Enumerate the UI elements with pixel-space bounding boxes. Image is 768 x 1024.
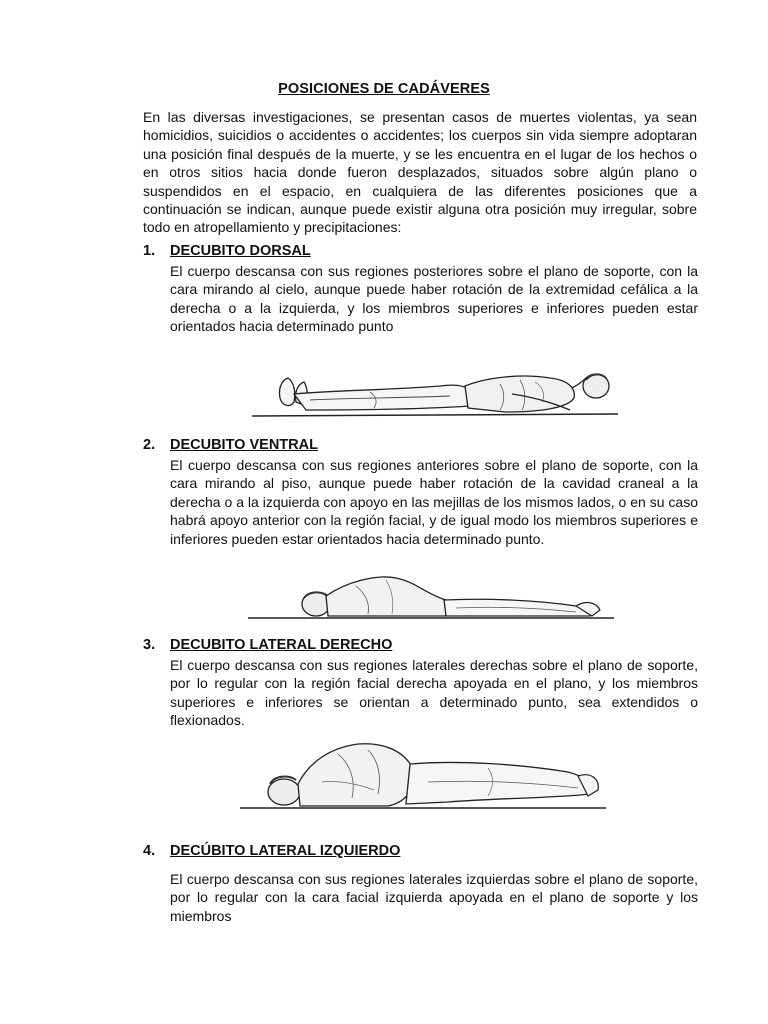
page-title: POSICIONES DE CADÁVERES <box>278 81 490 97</box>
section-title: DECÚBITO LATERAL IZQUIERDO <box>170 843 401 859</box>
right-lateral-body-illustration <box>238 724 608 816</box>
section-title: DECUBITO LATERAL DERECHO <box>170 637 393 653</box>
section-number: 3. <box>143 637 156 653</box>
section-text-decubito-ventral: El cuerpo descansa con sus regiones anteriores sobre el plano de soporte, con la cara mirando al piso, aunque puede haber rotación de la cavidad craneal a la derecha o a la izquierda con apoyo en las mejillas de los mismos lados, o en su caso habrá apoyo anterior con la región facial, y de igual modo los miembros superiores e inferiores pueden estar orientados hacia determinado punto. <box>170 457 698 547</box>
section-heading-decubito-ventral <box>143 437 318 453</box>
supine-body-illustration <box>250 336 620 426</box>
section-heading-decubito-dorsal <box>143 243 311 259</box>
section-number: 4. <box>143 843 156 859</box>
intro-paragraph: En las diversas investigaciones, se presentan casos de muertes violentas, ya sean homicidios, suicidios o accidentes o accidentes; los cuerpos sin vida siempre adoptaran una posición final después de la muerte, y se les encuentra en el lugar de los hechos o en otros sitios hacia donde fueron desplazados, situados sobre algún plano o suspendidos en el espacio, en cualquiera de las diferentes posiciones que a continuación se indican, aunque puede existir alguna otra posición muy irregular, sobre todo en atropellamiento y precipitaciones: <box>143 109 697 236</box>
section-number: 2. <box>143 437 156 453</box>
section-text-decubito-dorsal: El cuerpo descansa con sus regiones posteriores sobre el plano de soporte, con la cara mirando al cielo, aunque puede haber rotación de la extremidad cefálica a la derecha o a la izquierda, y los miembros superiores e inferiores pueden estar orientados hacia determinado punto <box>170 263 698 335</box>
prone-body-illustration <box>246 560 616 626</box>
section-title: DECUBITO DORSAL <box>170 243 311 259</box>
section-number: 1. <box>143 243 156 259</box>
section-heading-decubito-lateral-izquierdo <box>143 843 400 859</box>
section-text-decubito-lateral-derecho: El cuerpo descansa con sus regiones laterales derechas sobre el plano de soporte, por lo regular con la región facial derecha apoyada en el plano, y los miembros superiores e inferiores se orientan a determinado punto, sea extendidos o flexionados. <box>170 657 698 729</box>
section-text-decubito-lateral-izquierdo: El cuerpo descansa con sus regiones laterales izquierdas sobre el plano de soporte, por lo regular con la cara facial izquierda apoyada en el plano de soporte y los miembros <box>170 871 698 924</box>
section-heading-decubito-lateral-derecho <box>143 637 392 653</box>
section-title: DECUBITO VENTRAL <box>170 437 318 453</box>
